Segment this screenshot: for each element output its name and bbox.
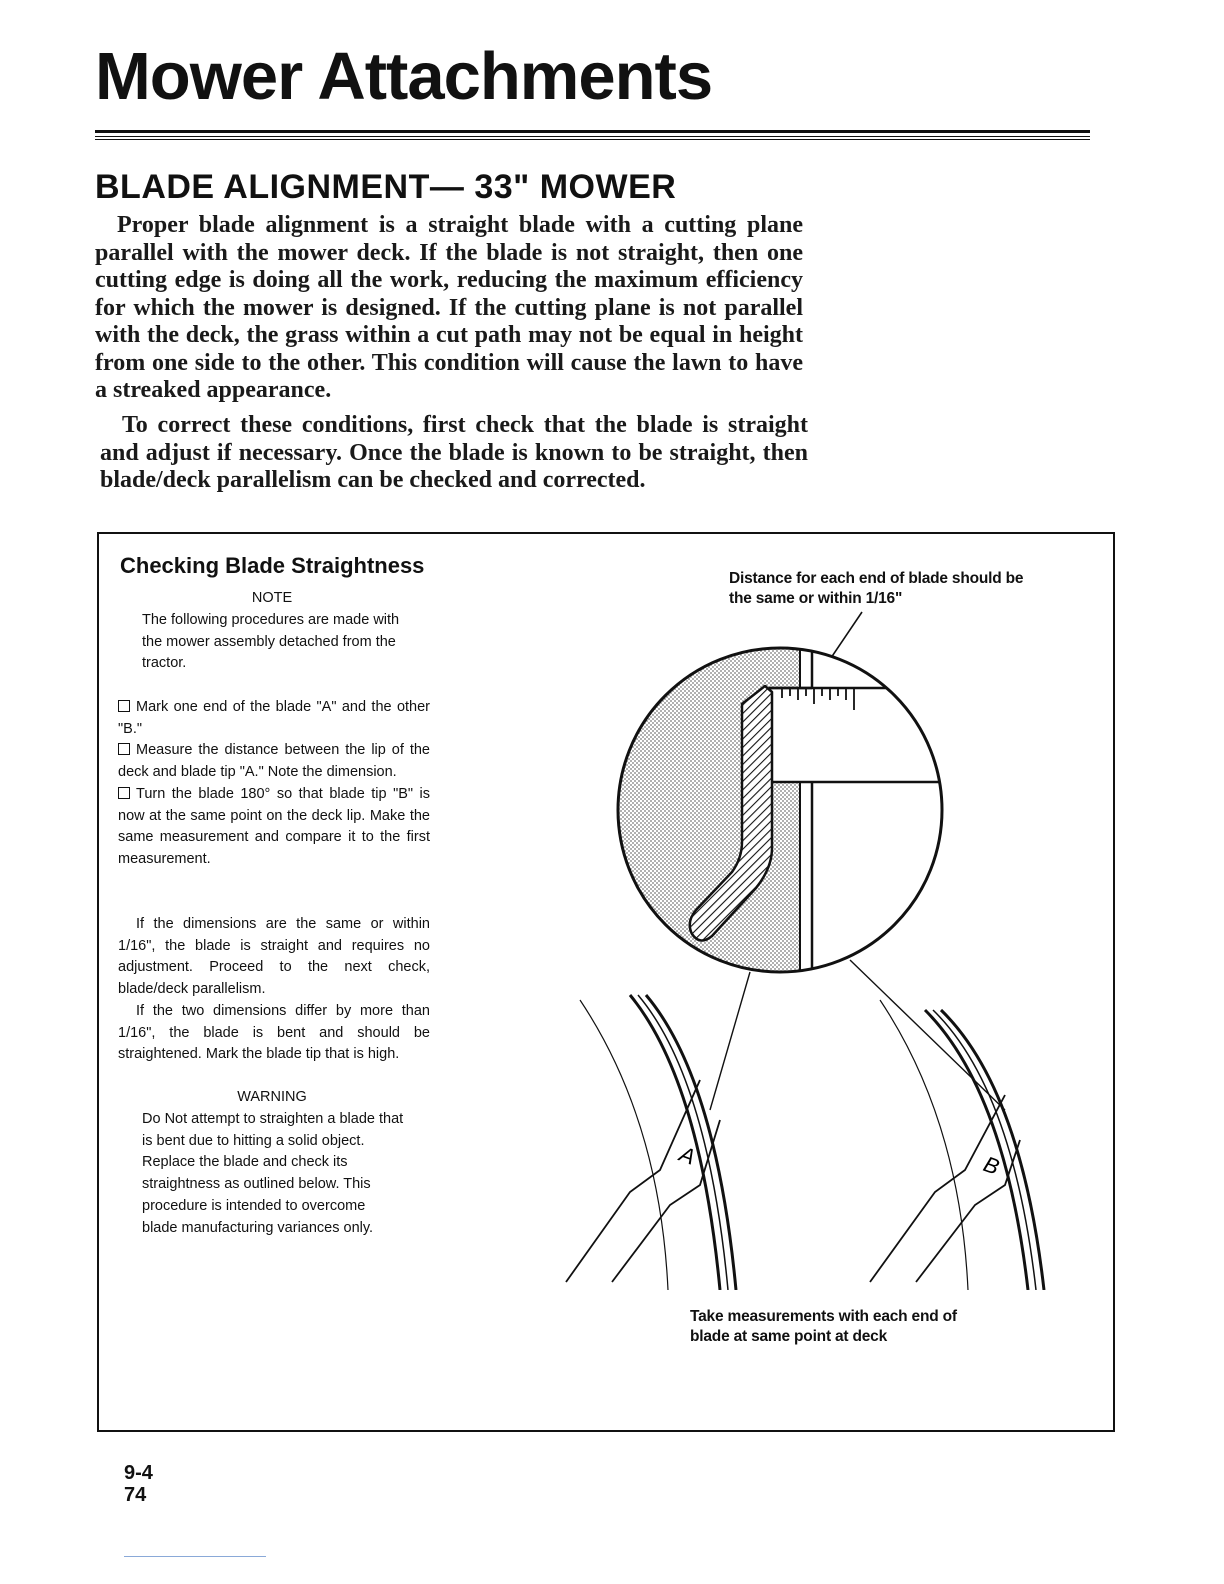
intro-paragraph: Proper blade alignment is a straight blade with a cutting plane parallel with the mower deck. If the blade is not straight, then one cutting edge is doing all the work, reducing the maximum efficiency for which the mower is designed. If the cutting plane is not parallel with the deck, the grass within a cut path may not be equal in height from one side to the other. This condition will cause the lawn to have a streaked appearance. [95,212,803,403]
callout-measurement: Take measurements with each end of blade at same point at deck [690,1308,957,1345]
deck-view-a [566,995,736,1290]
checkbox-icon [118,787,130,799]
step-text: Mark one end of the blade "A" and the other "B." [118,699,430,737]
callout-distance: Distance for each end of blade should be the same or within 1/16" [729,570,1024,607]
checkbox-icon [118,700,130,712]
leader-b [850,960,1005,1110]
box-heading: Checking Blade Straightness [120,553,425,578]
blade-label-b: B [980,1151,1003,1180]
warning-label: WARNING [237,1089,307,1105]
section-heading: BLADE ALIGNMENT— 33" MOWER [95,168,677,206]
footer-rule [124,1556,266,1557]
step-text: Measure the distance between the lip of the deck and blade tip "A." Note the dimension. [118,742,430,781]
step-item [118,697,430,740]
intro-paragraph: To correct these conditions, first check that the blade is straight and adjust if necessary. Once the blade is known to be straight, then blade/deck parallelism can be checked and corrected. [100,412,808,493]
page-number [124,1462,153,1506]
title-rule [95,130,1090,133]
section-page: 9-4 [124,1462,153,1484]
result-differ: If the two dimensions differ by more than 1/16", the blade is bent and should be straightened. Mark the blade tip that is high. [118,1002,430,1063]
result-same: If the dimensions are the same or within 1/16", the blade is straight and requires no adjustment. Proceed to the next check, blade/deck parallelism. [118,916,430,998]
result-text [118,914,430,1066]
note-label: NOTE [251,590,293,606]
step-item [118,784,430,871]
sheet-number: 74 [124,1484,147,1506]
title-rule [95,139,1090,140]
title-rule [95,136,1090,137]
step-item [118,740,430,783]
page-title: Mower Attachments [95,39,713,114]
note-text: The following procedures are made with the mower assembly detached from the tractor. [142,612,400,672]
step-text: Turn the blade 180° so that blade tip "B" is now at the same point on the deck lip. Make the same measurement and compare it to the first measurement. [118,785,430,867]
magnified-detail [610,640,1030,980]
blade-label-a: A [676,1141,699,1170]
blade-measurement-diagram [550,600,1070,1290]
warning-text: Do Not attempt to straighten a blade that is bent due to hitting a solid object. Replace the blade and check its straightness as outlined below. This procedure is intended to overcome blade manufacturing variances only. [142,1111,404,1236]
leader-a [710,972,750,1110]
deck-view-b [870,1000,1044,1290]
checkbox-icon [118,743,130,755]
step-list [118,697,430,871]
